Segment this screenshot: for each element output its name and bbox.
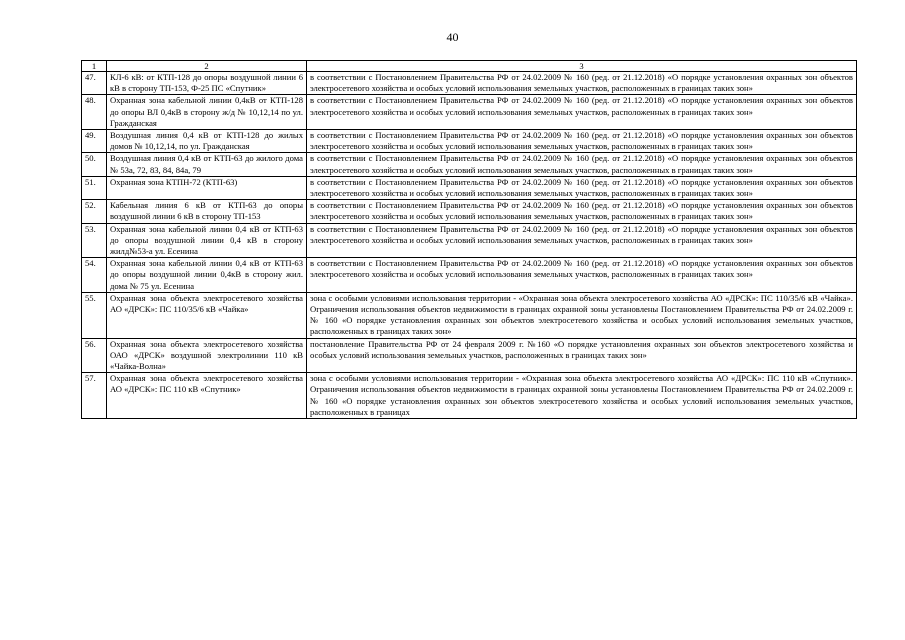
table-row — [82, 153, 857, 176]
legal-basis: в соответствии с Постановлением Правительства РФ от 24.02.2009 № 160 (ред. от 21.12.2018) «О порядке установления охранных зон объектов электросетевого хозяйства и особых условий использования земельных участков, расположенных в границах таких зон» — [307, 72, 857, 95]
object-name: Охранная зона объекта электросетевого хозяйства ОАО «ДРСК» воздушной электролинии 110 кВ «Чайка-Волна» — [107, 338, 307, 373]
table-row — [82, 292, 857, 338]
column-header-object: 2 — [107, 61, 307, 72]
protection-zones-table — [81, 60, 857, 419]
legal-basis: постановление Правительства РФ от 24 февраля 2009 г. №160 «О порядке установления охранных зон объектов электросетевого хозяйства и особых условий использования земельных участков, расположенных в границах таких зон» — [307, 338, 857, 373]
table-row — [82, 95, 857, 130]
legal-basis: в соответствии с Постановлением Правительства РФ от 24.02.2009 № 160 (ред. от 21.12.2018) «О порядке установления охранных зон объектов электросетевого хозяйства и особых условий использования земельных участков, расположенных в границах таких зон» — [307, 258, 857, 293]
object-name: Кабельная линия 6 кВ от КТП-63 до опоры воздушной линии 6 кВ в сторону ТП-153 — [107, 200, 307, 223]
object-name: Охранная зона кабельной линии 0,4 кВ от КТП-63 до опоры воздушной линии 0,4 кВ в сторону жилд№53-а ул. Есенина — [107, 223, 307, 258]
legal-basis: в соответствии с Постановлением Правительства РФ от 24.02.2009 № 160 (ред. от 21.12.2018) «О порядке установления охранных зон объектов электросетевого хозяйства и особых условий использования земельных участков, расположенных в границах таких зон» — [307, 223, 857, 258]
row-number: 56. — [82, 338, 107, 373]
legal-basis: в соответствии с Постановлением Правительства РФ от 24.02.2009 № 160 (ред. от 21.12.2018) «О порядке установления охранных зон объектов электросетевого хозяйства и особых условий использования земельных участков, расположенных в границах таких зон» — [307, 176, 857, 199]
row-number: 57. — [82, 373, 107, 419]
row-number: 51. — [82, 176, 107, 199]
table-row — [82, 72, 857, 95]
row-number: 55. — [82, 292, 107, 338]
table-row — [82, 176, 857, 199]
row-number: 54. — [82, 258, 107, 293]
object-name: КЛ-6 кВ: от КТП-128 до опоры воздушной линии 6 кВ в сторону ТП-153, Ф-25 ПС «Спутник» — [107, 72, 307, 95]
legal-basis: в соответствии с Постановлением Правительства РФ от 24.02.2009 № 160 (ред. от 21.12.2018) «О порядке установления охранных зон объектов электросетевого хозяйства и особых условий использования земельных участков, расположенных в границах таких зон» — [307, 95, 857, 130]
table-row — [82, 130, 857, 153]
row-number: 49. — [82, 130, 107, 153]
row-number: 48. — [82, 95, 107, 130]
column-header-basis: 3 — [307, 61, 857, 72]
row-number: 53. — [82, 223, 107, 258]
row-number: 47. — [82, 72, 107, 95]
legal-basis: зона с особыми условиями использования территории - «Охранная зона объекта электросетевого хозяйства АО «ДРСК»: ПС 110/35/6 кВ «Чайка». Ограничения использования объектов недвижимости в границах охранной зоны установлены Постановлением Правительства РФ от 24.02.2009 г. № 160 «О порядке установления охранных зон объектов электросетевого хозяйства и особых условий использования земельных участков, расположенных в границах таких зон» — [307, 292, 857, 338]
row-number: 50. — [82, 153, 107, 176]
table-row — [82, 200, 857, 223]
table-row — [82, 258, 857, 293]
table-header-row — [82, 61, 857, 72]
column-header-number: 1 — [82, 61, 107, 72]
object-name: Охранная зона кабельной линии 0,4 кВ от КТП-63 до опоры воздушной линии 0,4кВ в сторону жил. дома № 75 ул. Есенина — [107, 258, 307, 293]
object-name: Охранная зона объекта электросетевого хозяйства АО «ДРСК»: ПС 110/35/6 кВ «Чайка» — [107, 292, 307, 338]
object-name: Воздушная линия 0,4 кВ от КТП-128 до жилых домов № 10,12,14, по ул. Гражданская — [107, 130, 307, 153]
legal-basis: в соответствии с Постановлением Правительства РФ от 24.02.2009 № 160 (ред. от 21.12.2018) «О порядке установления охранных зон объектов электросетевого хозяйства и особых условий использования земельных участков, расположенных в границах таких зон» — [307, 200, 857, 223]
object-name: Охранная зона объекта электросетевого хозяйства АО «ДРСК»: ПС 110 кВ «Спутник» — [107, 373, 307, 419]
table-row — [82, 373, 857, 419]
table-row — [82, 223, 857, 258]
table-row — [82, 338, 857, 373]
legal-basis: в соответствии с Постановлением Правительства РФ от 24.02.2009 № 160 (ред. от 21.12.2018) «О порядке установления охранных зон объектов электросетевого хозяйства и особых условий использования земельных участков, расположенных в границах таких зон» — [307, 153, 857, 176]
row-number: 52. — [82, 200, 107, 223]
object-name: Охранная зона кабельной линии 0,4кВ от КТП-128 до опоры ВЛ 0,4кВ в сторону ж/д № 10,12,14 по ул. Гражданская — [107, 95, 307, 130]
legal-basis: зона с особыми условиями использования территории - «Охранная зона объекта электросетевого хозяйства АО «ДРСК»: ПС 110 кВ «Спутник». Ограничения использования объектов недвижимости в границах охранной зоны установлены Постановлением Правительства РФ от 24.02.2009 г. № 160 «О порядке установления охранных зон объектов электросетевого хозяйства и особых условий использования земельных участков, расположенных в границах — [307, 373, 857, 419]
page-number: 40 — [446, 30, 459, 44]
object-name: Воздушная линия 0,4 кВ от КТП-63 до жилого дома № 53а, 72, 83, 84, 84а, 79 — [107, 153, 307, 176]
legal-basis: в соответствии с Постановлением Правительства РФ от 24.02.2009 № 160 (ред. от 21.12.2018) «О порядке установления охранных зон объектов электросетевого хозяйства и особых условий использования земельных участков, расположенных в границах таких зон» — [307, 130, 857, 153]
object-name: Охранная зона КТПН-72 (КТП-63) — [107, 176, 307, 199]
